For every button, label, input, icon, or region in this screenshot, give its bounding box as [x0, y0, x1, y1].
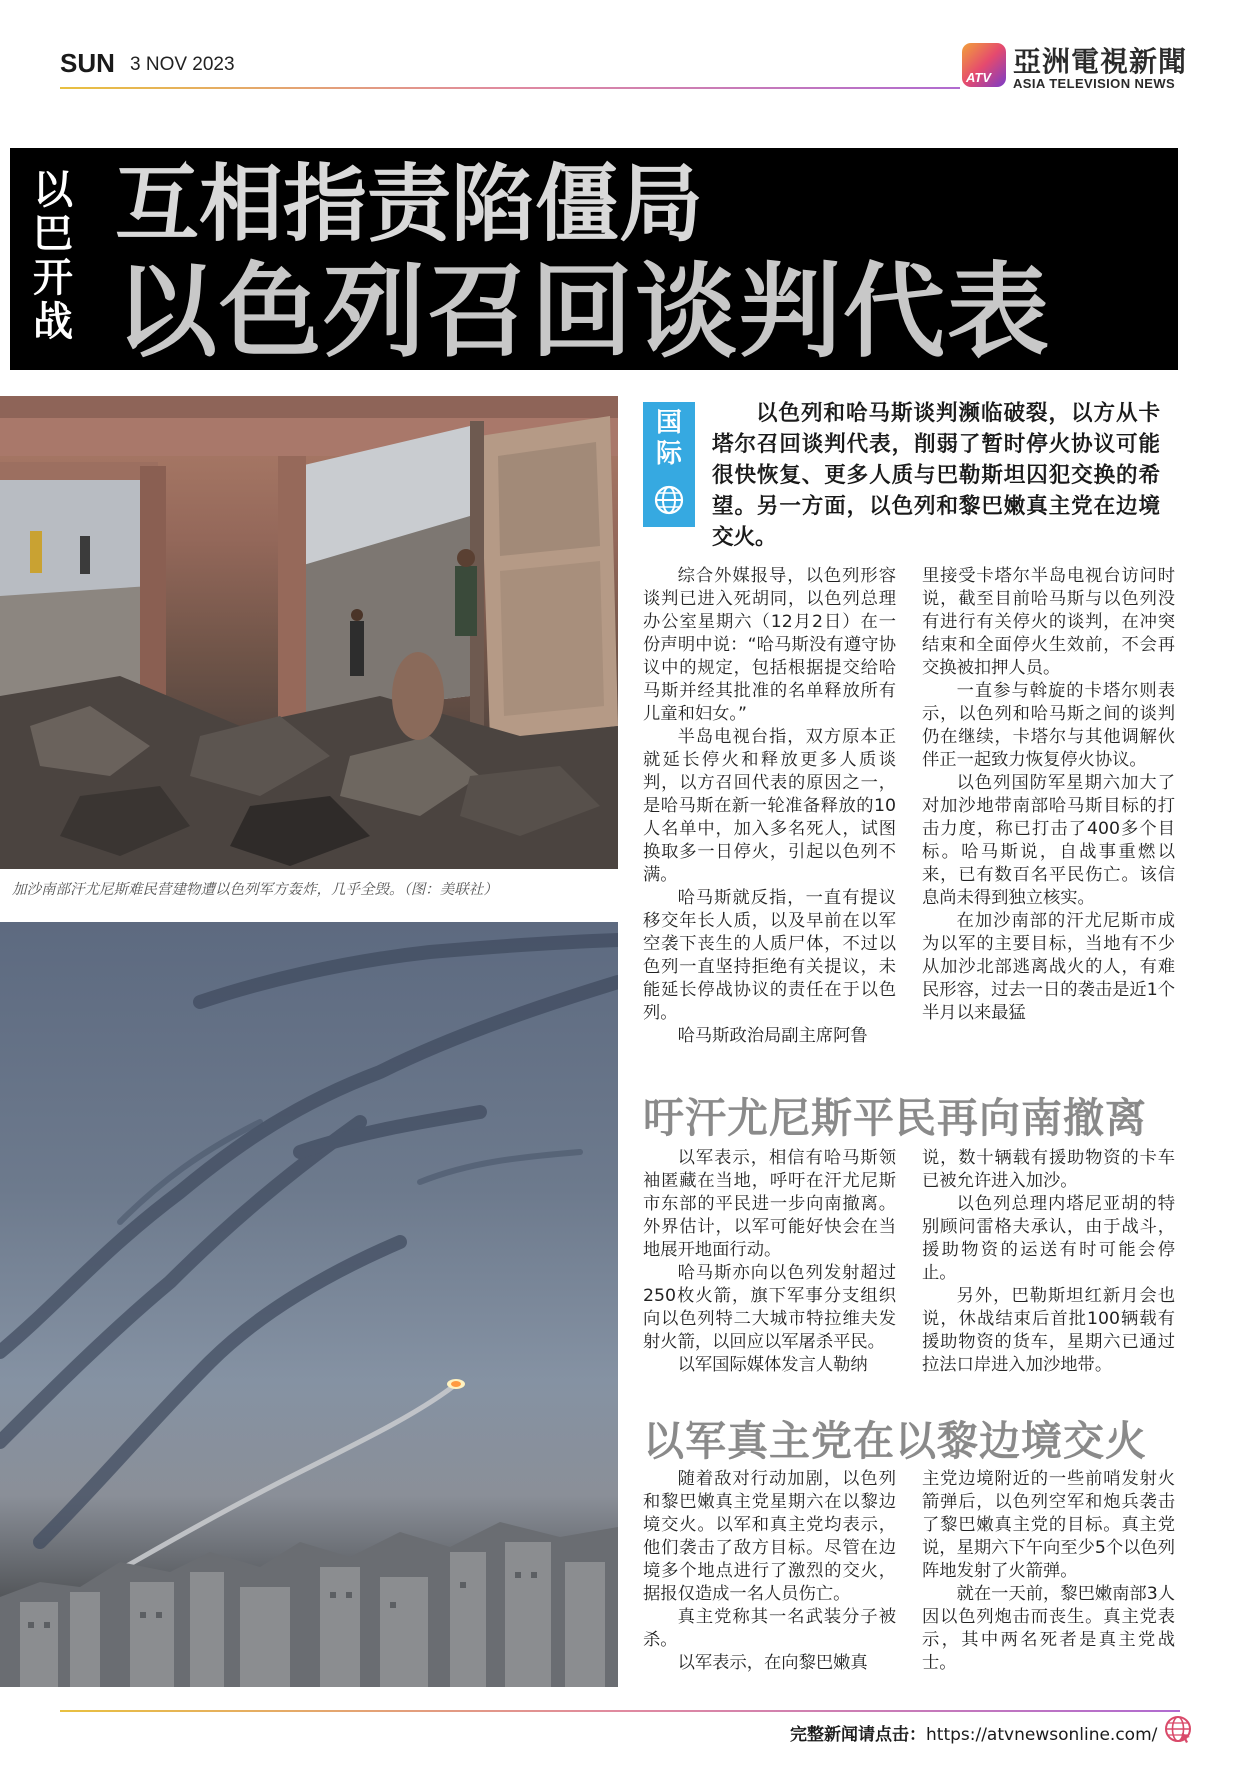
- headline-line-2: 以色列召回谈判代表: [115, 253, 1051, 372]
- paragraph: 主党边境附近的一些前哨发射火箭弹后，以色列空军和炮兵袭击了黎巴嫩真主党的目标。真主党说，星期六下午向至少5个以色列阵地发射了火箭弹。: [922, 1469, 1175, 1581]
- footer-url[interactable]: https://atvnewsonline.com/: [926, 1725, 1158, 1745]
- paragraph: 真主党称其一名武装分子被杀。: [643, 1607, 896, 1650]
- header-divider: [60, 87, 960, 89]
- section2-column-2: [922, 1147, 1175, 1377]
- section3-column-1: [643, 1468, 896, 1675]
- paragraph: 哈马斯政治局副主席阿鲁: [677, 1026, 868, 1046]
- globe-link-icon[interactable]: [1163, 1714, 1193, 1744]
- atv-logo-icon: ATV: [962, 43, 1006, 87]
- article-column-2: [922, 565, 1175, 1025]
- paragraph: 以色列总理内塔尼亚胡的特别顾问雷格夫承认，由于战斗，援助物资的运送有时可能会停止。: [922, 1194, 1175, 1283]
- paragraph: 就在一天前，黎巴嫩南部3人因以色列炮击而丧生。真主党表示，其中两名死者是真主党战士。: [922, 1584, 1175, 1673]
- headline-line-1: 互相指责陷僵局: [115, 155, 704, 253]
- subheading-khan-younis: 吁汗尤尼斯平民再向南撤离: [643, 1094, 1147, 1142]
- issue-date: 3 NOV 2023: [130, 54, 235, 75]
- paragraph: 说，数十辆载有援助物资的卡车已被允许进入加沙。: [922, 1148, 1175, 1191]
- footer-divider: [60, 1710, 1180, 1712]
- section2-column-1: [643, 1147, 896, 1377]
- photo-caption: 加沙南部汗尤尼斯难民营建物遭以色列军方轰炸，几乎全毁。（图：美联社）: [12, 882, 498, 898]
- paragraph: 综合外媒报导，以色列形容谈判已进入死胡同，以色列总理办公室星期六（12月2日）在一份声明中说：“哈马斯没有遵守协议中的规定，包括根据提交给哈马斯并经其批准的名单释放所有儿童和妇女。”: [643, 566, 896, 724]
- paragraph: 里接受卡塔尔半岛电视台访问时说，截至目前哈马斯与以色列没有进行有关停火的谈判，在冲突结束和全面停火生效前，不会再交换被扣押人员。: [922, 566, 1175, 678]
- logo-english-name: ASIA TELEVISION NEWS: [1013, 76, 1176, 91]
- subheading-border-clash: 以军真主党在以黎边境交火: [643, 1417, 1147, 1465]
- paragraph: 随着敌对行动加剧，以色列和黎巴嫩真主党星期六在以黎边境交火。以军和真主党均表示，他们袭击了敌方目标。尽管在边境多个地点进行了激烈的交火，据报仅造成一名人员伤亡。: [643, 1469, 896, 1604]
- section-tag-label: 国 际: [655, 408, 682, 469]
- article-lede: 以色列和哈马斯谈判濒临破裂，以方从卡塔尔召回谈判代表，削弱了暂时停火协议可能很快恢复、更多人质与巴勒斯坦囚犯交换的希望。另一方面，以色列和黎巴嫩真主党在边境交火。: [712, 401, 1160, 550]
- weekday: SUN: [60, 48, 115, 78]
- rocket-launch-photo: [0, 922, 618, 1687]
- paragraph: 一直参与斡旋的卡塔尔则表示，以色列和哈马斯之间的谈判仍在继续，卡塔尔与其他调解伙伴正一起致力恢复停火协议。: [922, 681, 1175, 770]
- section-tag-international: [643, 402, 695, 527]
- footer-link[interactable]: [790, 1720, 1157, 1745]
- paragraph: 哈马斯就反指，一直有提议移交年长人质，以及早前在以军空袭下丧生的人质尸体，不过以色列一直坚持拒绝有关提议，未能延长停战协议的责任在于以色列。: [643, 888, 896, 1023]
- section3-column-2: [922, 1468, 1175, 1675]
- paragraph: 以军表示，相信有哈马斯领袖匿藏在当地，呼吁在汗尤尼斯市东部的平民进一步向南撤离。外界估计，以军可能好快会在当地展开地面行动。: [643, 1148, 896, 1260]
- globe-icon: [653, 484, 685, 516]
- headline-kicker: 以 巴 开 战: [33, 167, 73, 345]
- paragraph: 哈马斯亦向以色列发射超过250枚火箭，旗下军事分支组织向以色列特二大城市特拉维夫发射火箭，以回应以军屠杀平民。: [643, 1263, 896, 1352]
- paragraph: 以色列国防军星期六加大了对加沙地带南部哈马斯目标的打击力度，称已打击了400多个目标。哈马斯说，自战事重燃以来，已有数百名平民伤亡。该信息尚未得到独立核实。: [922, 773, 1175, 908]
- paragraph: 以军国际媒体发言人勒纳: [677, 1355, 868, 1375]
- destroyed-building-photo: [0, 396, 618, 869]
- logo-chinese-name: 亞洲電視新聞: [1013, 45, 1188, 78]
- paragraph: 半岛电视台指，双方原本正就延长停火和释放更多人质谈判，以方召回代表的原因之一，是哈马斯在新一轮准备释放的10人名单中，加入多名死人，试图换取多一日停火，引起以色列不满。: [643, 727, 896, 885]
- article-column-1: [643, 565, 896, 1048]
- paragraph: 在加沙南部的汗尤尼斯市成为以军的主要目标，当地有不少从加沙北部逃离战火的人，有难民形容，过去一日的袭击是近1个半月以来最猛: [922, 911, 1175, 1023]
- paragraph: 另外，巴勒斯坦红新月会也说，休战结束后首批100辆载有援助物资的货车，星期六已通过拉法口岸进入加沙地带。: [922, 1286, 1175, 1375]
- footer-label: 完整新闻请点击：: [790, 1725, 926, 1745]
- paragraph: 以军表示，在向黎巴嫩真: [677, 1653, 868, 1673]
